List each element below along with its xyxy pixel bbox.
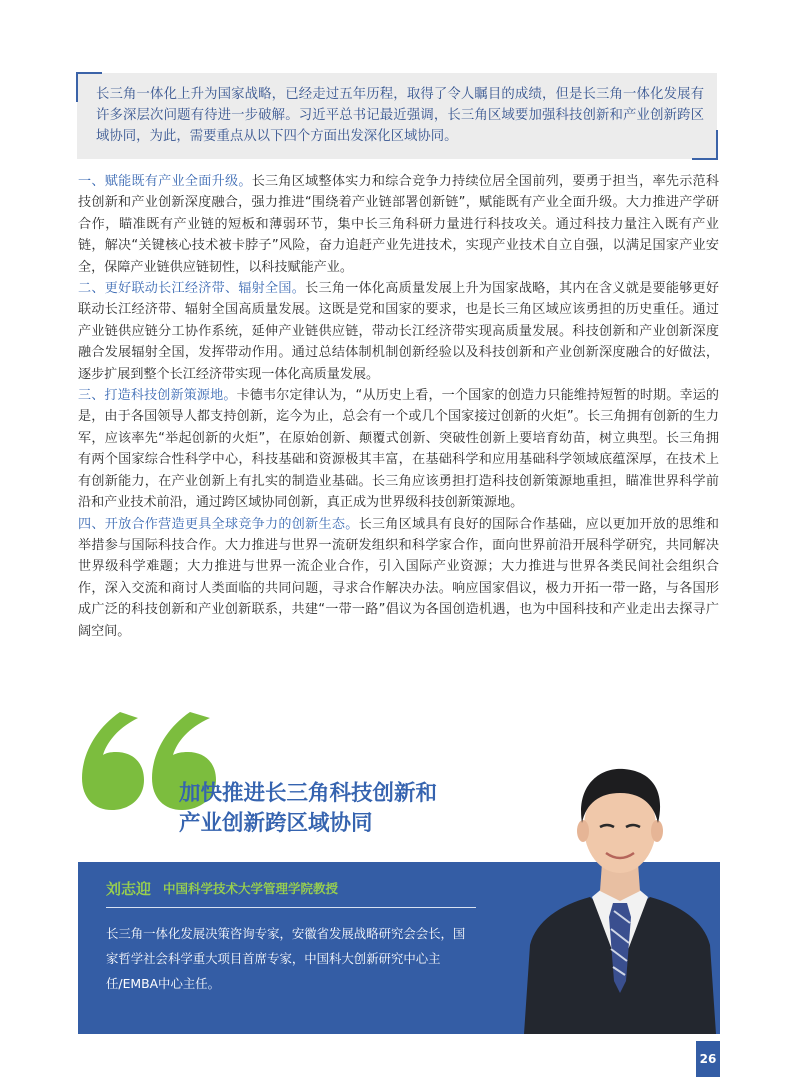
section-3-heading: 三、打造科技创新策源地。 <box>78 388 237 404</box>
headline <box>179 779 509 839</box>
section-4 <box>78 514 719 642</box>
intro-box <box>77 73 717 159</box>
section-4-text: 长三角区域具有良好的国际合作基础，应以更加开放的思维和举措参与国际科技合作。大力推进与世界一流研发组织和科学家合作，面向世界前沿开展科学研究，共同解决世界级科学难题；大力推进与世界一流企业合作，引入国际产业资源；大力推进与世界各类民间社会组织合作，深入交流和商讨人类面临的共同问题，寻求合作解决办法。响应国家倡议，极力开拓一带一路，与各国形成广泛的科技创新和产业创新联系，共建“一带一路”倡议为各国创造机遇，也为中国科技和产业走出去探寻广阔空间。 <box>78 516 720 639</box>
bio-divider <box>106 907 476 908</box>
quote-mark-icon <box>80 708 148 812</box>
article-body <box>78 171 719 642</box>
section-3-text: 卡德韦尔定律认为，“从历史上看，一个国家的创造力只能维持短暂的时期。幸运的是，由于各国领导人都支持创新，迄今为止，总会有一个或几个国家接过创新的火炬”。长三角拥有创新的生力军，应该率先“举起创新的火炬”，在原始创新、颠覆式创新、突破性创新上要培育幼苗，树立典型。长三角拥有两个国家综合性科学中心，科技基础和资源极其丰富，在基础科学和应用基础科学领域底蕴深厚，在技术上有创新能力，在产业创新上有扎实的制造业基础。长三角应该勇担打造科技创新策源地重担，瞄准世界科学前沿和产业技术前沿，通过跨区域协同创新，真正成为世界级科技创新策源地。 <box>78 388 719 511</box>
section-1-heading: 一、赋能既有产业全面升级。 <box>78 174 252 189</box>
section-2-heading: 二、更好联动长江经济带、辐射全国。 <box>78 281 306 297</box>
author-bio: 长三角一体化发展决策咨询专家，安徽省发展战略研究会会长，国家哲学社会科学重大项目首席专家，中国科大创新研究中心主任/EMBA中心主任。 <box>106 926 466 991</box>
section-3 <box>78 385 719 513</box>
section-1 <box>78 171 719 278</box>
section-2-text: 长三角一体化高质量发展上升为国家战略，其内在含义就是要能够更好联动长江经济带、辐射全国高质量发展。这既是党和国家的要求，也是长三角区域应该勇担的历史重任。通过产业链供应链分工协作系统，延伸产业链供应链，带动长江经济带实现高质量发展。科技创新和产业创新深度融合发展辐射全国，发挥带动作用。通过总结体制机制创新经验以及科技创新和产业创新深度融合的好做法，逐步扩展到整个长江经济带实现一体化高质量发展。 <box>78 281 720 382</box>
headline-line-1: 加快推进长三角科技创新和 <box>179 781 438 806</box>
section-2 <box>78 278 719 385</box>
author-title: 中国科学技术大学管理学院教授 <box>163 881 339 896</box>
author-photo <box>520 745 720 1034</box>
section-1-text: 长三角区域整体实力和综合竞争力持续位居全国前列，要勇于担当，率先示范科技创新和产业创新深度融合，强力推进“围绕着产业链部署创新链”，赋能既有产业全面升级。大力推进产学研合作，瞄准既有产业链的短板和薄弱环节，集中长三角科研力量进行科技攻关。通过科技力量注入既有产业链，解决“关键核心技术被卡脖子”风险，奋力追赶产业先进技术，实现产业技术自立自强，以满足国家产业安全，保障产业链供应链韧性，以科技赋能产业。 <box>78 174 720 275</box>
headline-line-2: 产业创新跨区域协同 <box>179 811 373 836</box>
section-4-heading: 四、开放合作营造更具全球竞争力的创新生态。 <box>78 516 359 532</box>
page-number: 26 <box>696 1041 720 1077</box>
intro-corner-bottom-right <box>692 130 718 160</box>
intro-text: 长三角一体化上升为国家战略，已经走过五年历程，取得了令人瞩目的成绩，但是长三角一体化发展有许多深层次问题有待进一步破解。习近平总书记最近强调，长三角区域要加强科技创新和产业创新跨区域协同，为此，需要重点从以下四个方面出发深化区域协同。 <box>96 87 704 144</box>
author-name: 刘志迎 <box>106 880 152 898</box>
